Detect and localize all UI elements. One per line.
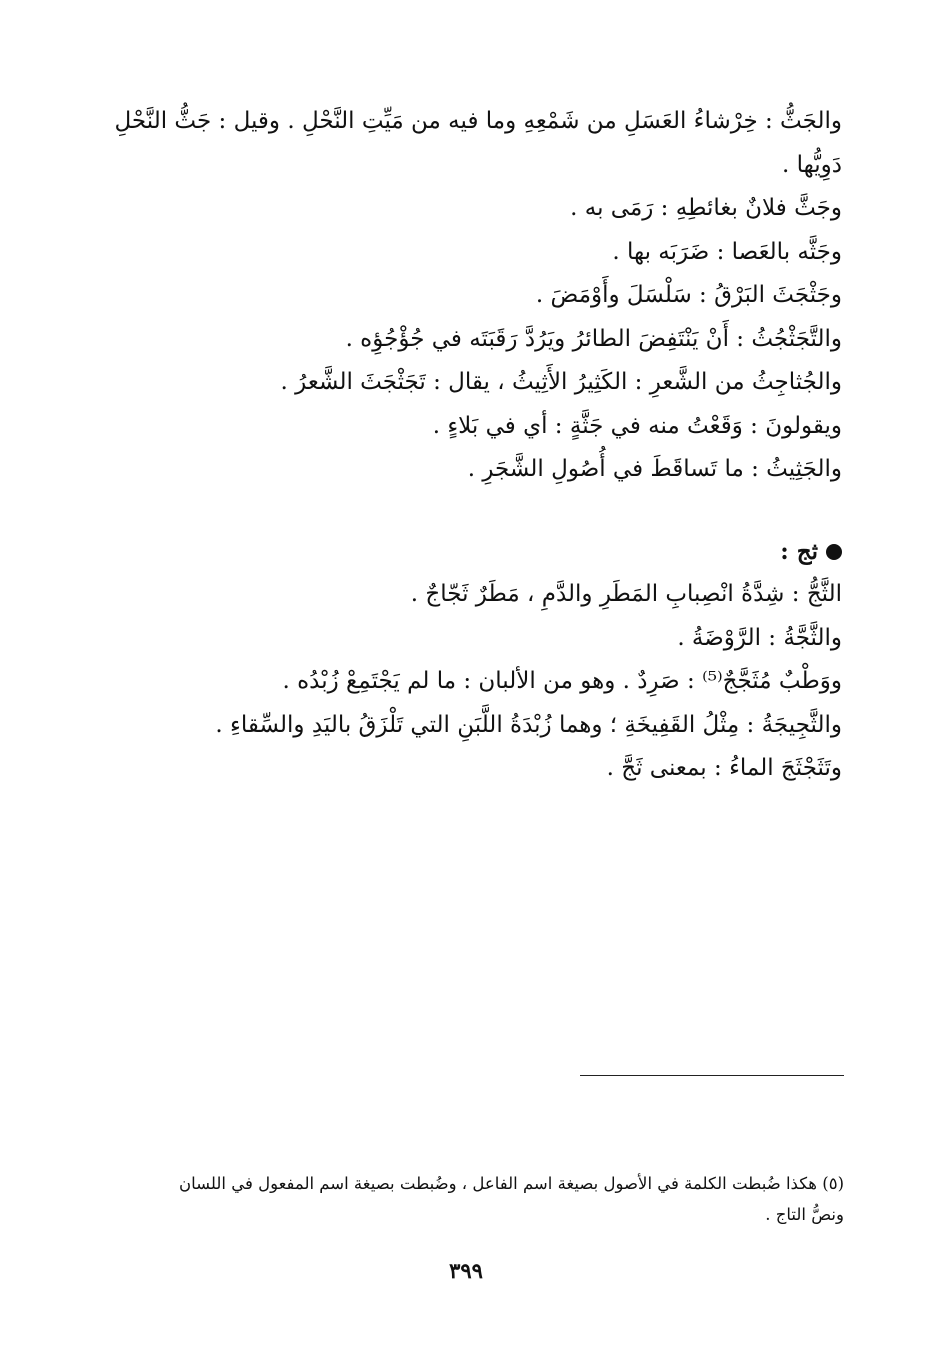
entry-jaththa-balaa-line: ويقولونَ : وَقَعْتُ منه في جَثَّةٍ : أي في بَلاءٍ . (432, 412, 842, 439)
entry-watb-muthajjaj-line: ووَطْبٌ مُثَجَّجٌ⁽⁵⁾ : صَرِدٌ . وهو من الألبان : ما لم يَجْتَمِعْ زُبْدُه . (282, 668, 842, 694)
footnote-line-2: ونصُّ التاج . (765, 1205, 844, 1224)
bullet-icon (826, 544, 842, 560)
entry-juthajith-line: والجُثاجِثُ من الشَّعرِ : الكَثِيرُ الأَثِيثُ ، يقال : تَجَثْجَثَ الشَّعرُ . (280, 369, 842, 395)
entry-tajathjuth-line: والتَّجَثْجُثُ : أَنْ يَنْتَفِضَ الطائرُ ويَرُدَّ رَقَبَتَه في جُؤْجُؤِه . (345, 325, 842, 352)
entry-jathith-line: والجَثِيثُ : ما تَساقَطَ في أُصُولِ الشَّجَرِ . (467, 456, 842, 482)
entry-jaththahu-bilasa-line: وجَثَّه بالعَصا : ضَرَبَه بها . (612, 238, 842, 265)
section-heading (112, 530, 842, 574)
section-heading-text: ثج : (780, 537, 818, 565)
entry-jaththa-bighaitih-line: وجَثَّ فلانٌ بغائطِهِ : رَمَى به . (570, 195, 842, 221)
footnote-separator-rule (580, 1075, 844, 1076)
footnote-line-1: (٥) هكذا ضُبطت الكلمة في الأصول بصيغة اسم الفاعل ، وضُبطت بصيغة اسم المفعول في اللسان (179, 1174, 844, 1193)
page-number: ٣٩٩ (449, 1258, 483, 1283)
entry-tathajthaja-line: وتَثَجْثَجَ الماءُ : بمعنى ثَجَّ . (606, 755, 842, 781)
footnote (104, 1168, 844, 1230)
entry-jathth-line: والجَثُّ : خِرْشاءُ العَسَلِ من شَمْعِهِ وما فيه من مَيِّتِ النَّحْلِ . وقيل : جَثُّ النَّحْلِ دَوِيُّها . (114, 108, 842, 178)
entry-jathjatha-albarq-line: وجَثْجَثَ البَرْقُ : سَلْسَلَ وأَوْمَضَ . (535, 282, 842, 308)
section-gap (112, 492, 842, 530)
entry-thajijah-line: والثَّجِيجَةُ : مِثْلُ القَفِيخَةِ ؛ وهما زُبْدَةُ اللَّبَنِ التي تَلْزَقُ باليَدِ والسِّقاءِ . (215, 711, 842, 738)
dictionary-text-block (112, 100, 842, 791)
entry-thajjah-line: والثَّجَّةُ : الرَّوْضَةُ . (677, 624, 842, 651)
entry-thajj-line: الثَّجُّ : شِدَّةُ انْصِبابِ المَطَرِ والدَّمِ ، مَطَرٌ ثَجّاجٌ . (410, 581, 842, 607)
